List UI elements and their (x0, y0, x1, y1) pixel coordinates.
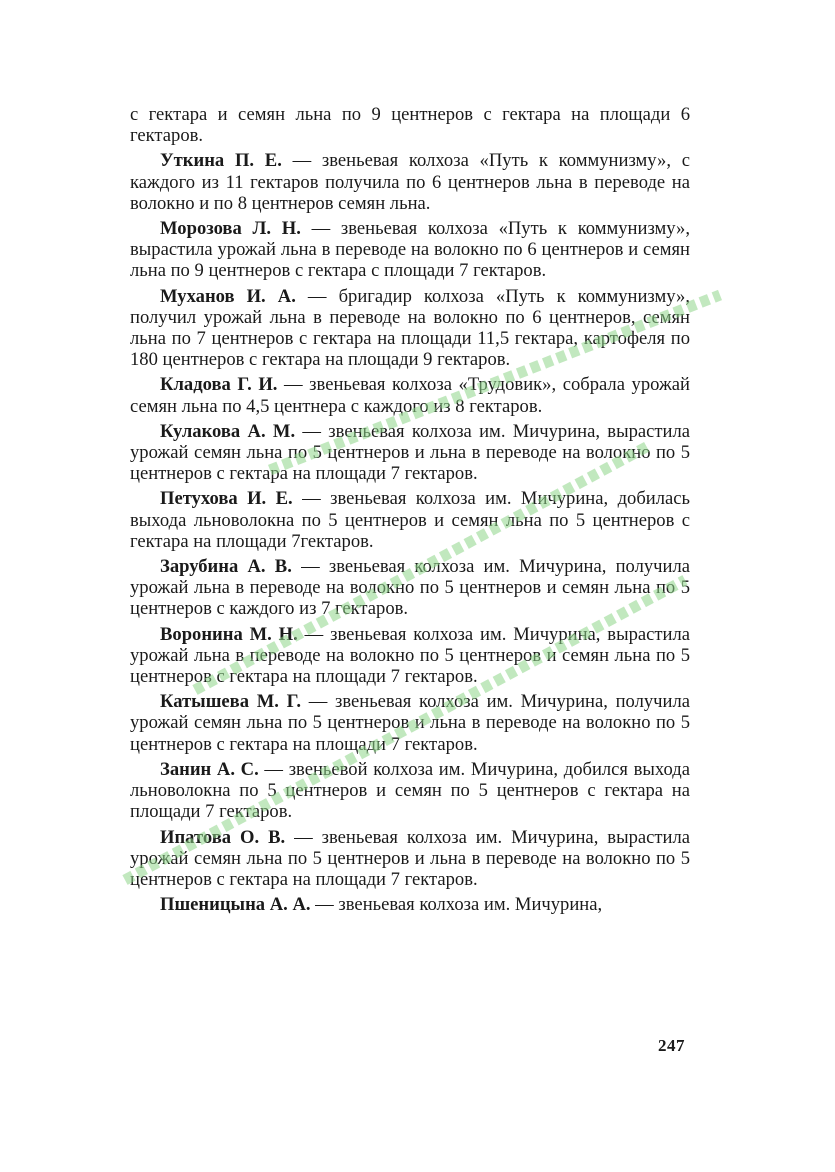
person-name: Ипатова О. В. (160, 826, 286, 848)
text-block (130, 104, 690, 915)
paragraph-zanin (130, 759, 690, 823)
paragraph-mukhanov (130, 286, 690, 371)
person-name: Петухова И. Е. (160, 488, 293, 510)
paragraph-text: — звеньевая колхоза им. Мичурина, получила урожай семян льна по 5 центнеров и льна в переводе на волокно по 5 центнеров с гектара на площади 7 гектаров. (130, 691, 690, 755)
paragraph-ipatova (130, 827, 690, 891)
paragraph-text: — звеньевая колхоза «Путь к коммунизму», с каждого из 11 гектаров получила по 6 центнеров льна в переводе на волокно и по 8 центнеров семян льна. (130, 150, 690, 214)
paragraph-text: — звеньевая колхоза «Путь к коммунизму», вырастила урожай льна в переводе на волокно по 6 центнеров и семян льна по 9 центнеров с гектара с площади 7 гектаров. (130, 218, 691, 282)
person-name: Муханов И. А. (160, 285, 296, 307)
paragraph-zarubina (130, 556, 690, 620)
paragraph-kladova (130, 374, 690, 416)
person-name: Катышева М. Г. (160, 691, 301, 713)
person-name: Зарубина А. В. (160, 556, 292, 578)
person-name: Кулакова А. М. (160, 420, 296, 442)
paragraph-katysheva (130, 691, 690, 755)
person-name: Кладова Г. И. (160, 374, 278, 396)
page-number: 247 (658, 1036, 685, 1055)
paragraph-text: — звеньевая колхоза им. Мичурина, вырастила урожай семян льна по 5 центнеров и льна в переводе на волокно по 5 центнеров с гектара на площади 7 гектаров. (130, 420, 690, 485)
paragraph-text: — звеньевая колхоза им. Мичурина, вырастила урожай семян льна по 5 центнеров и льна в переводе на волокно по 5 центнеров с гектара на площади 7 гектаров. (130, 826, 690, 890)
person-name: Воронина М. Н. (160, 623, 298, 645)
person-name: Занин А. С. (160, 758, 259, 780)
person-name: Морозова Л. Н. (160, 218, 301, 240)
paragraph-text: — звеньевая колхоза «Трудовик», собрала урожай семян льна по 4,5 центнера с каждого из 8 гектаров. (130, 374, 691, 417)
person-name: Уткина П. Е. (160, 150, 282, 172)
paragraph-voronina (130, 624, 690, 688)
paragraph-text: — бригадир колхоза «Путь к коммунизму», получил урожай льна в переводе на волокно по 6 центнеров, семян льна по 7 центнеров с гектара на площади 11,5 гектара, картофеля по 180 центнеров с гектара на площади 9 гектаров. (130, 285, 690, 371)
paragraph-text: — звеньевая колхоза им. Мичурина, добилась выхода льноволокна по 5 центнеров и семян льна по 5 центнеров с гектара на площади 7гектаров. (130, 488, 690, 552)
person-name: Пшеницына А. А. (160, 894, 311, 916)
paragraph-pshenitsyna (130, 894, 690, 915)
paragraph-text: — звеньевая колхоза им. Мичурина, вырастила урожай льна в переводе на волокно по 5 центнеров и семян льна по 5 центнеров с гектара на площади 7 гектаров. (130, 623, 690, 688)
paragraph-kulakova (130, 421, 690, 485)
paragraph-continuation (130, 104, 690, 146)
paragraph-morozova (130, 218, 690, 282)
paragraph-text: с гектара и семян льна по 9 центнеров с гектара на площади 6 гектаров. (130, 104, 690, 147)
paragraph-text: — звеньевая колхоза им. Мичурина, получила урожай льна в переводе на волокно по 5 центнеров и семян льна по 5 центнеров с каждого из 7 гектаров. (130, 556, 691, 620)
paragraph-text: — звеньевая колхоза им. Мичурина, (310, 894, 603, 916)
paragraph-utkina (130, 150, 690, 214)
paragraph-petukhova (130, 488, 690, 552)
paragraph-text: — звеньевой колхоза им. Мичурина, добился выхода льноволокна по 5 центнеров и семян по 5 центнеров с гектара на площади 7 гектаров. (130, 758, 690, 823)
